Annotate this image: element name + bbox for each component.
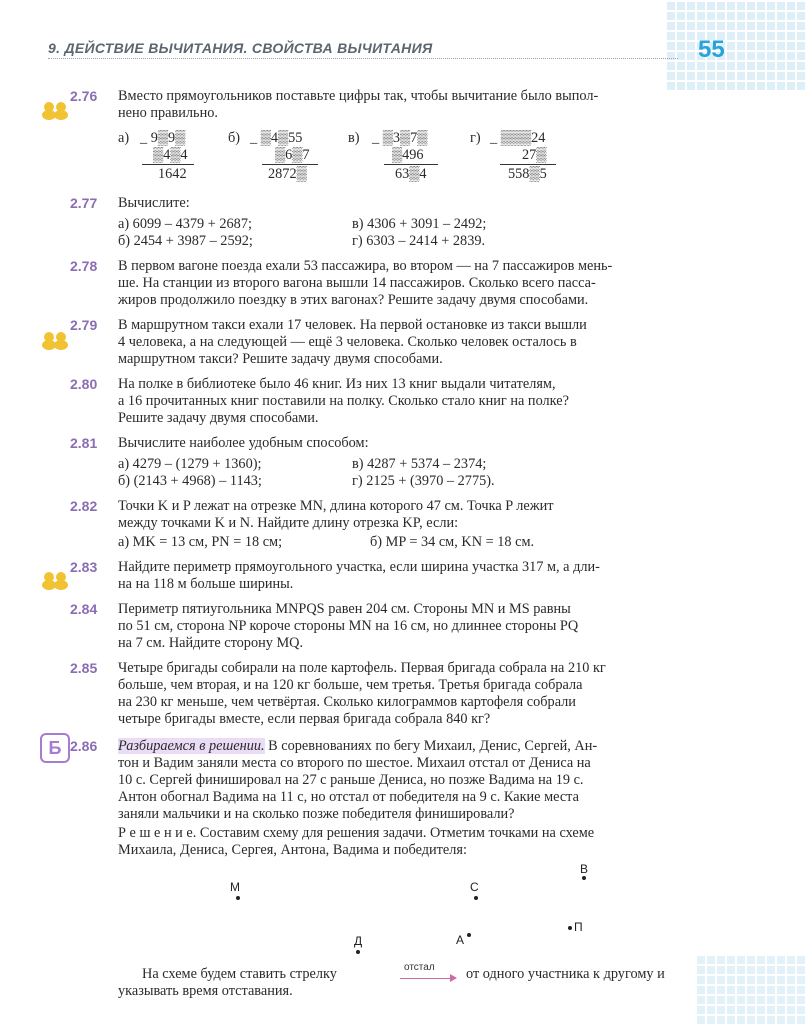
group-work-icon (42, 330, 72, 350)
exercise-number: 2.80 (70, 376, 98, 392)
text-span: В соревнованиях по бегу Михаил, Денис, Сергей, Ан- (264, 738, 598, 754)
text-line: Найдите периметр прямоугольного участка, если ширина участка 317 м, а дли- (118, 559, 600, 575)
text-line: между точками K и N. Найдите длину отрезка KP, если: (118, 515, 459, 531)
point-label-p: П (574, 920, 583, 934)
text-line: В маршрутном такси ехали 17 человек. На первой остановке из такси вышли (118, 317, 587, 333)
subtraction-top: _ ▒3▒7▒ (372, 130, 428, 146)
expression: а) 4279 – (1279 + 1360); (118, 456, 262, 472)
exercise-number: 2.77 (70, 195, 98, 211)
text-line: по 51 см, сторона NP короче стороны MN на 16 см, но длиннее стороны PQ (118, 618, 579, 634)
subtraction-top: _ 9▒9▒ (140, 130, 186, 146)
text-line: На схеме будем ставить стрелку (142, 966, 337, 982)
arrow-shaft (400, 978, 452, 979)
subtraction-result: 1642 (158, 166, 187, 182)
subtraction-subtrahend: ▒496 (392, 147, 424, 163)
advanced-level-badge: Б (40, 733, 70, 763)
arrow-legend (400, 962, 460, 986)
text-line: Вычислите: (118, 195, 190, 211)
text-line: нено правильно. (118, 105, 218, 121)
text-line: четыре бригады вместе, если первая бригада собрала 840 кг? (118, 711, 491, 727)
text-line: Р е ш е н и е. Составим схему для решения задачи. Отметим точками на схеме (118, 825, 595, 841)
subtraction-result: 2872▒ (268, 166, 307, 182)
subtraction-subtrahend: ▒6▒7 (275, 147, 310, 163)
text-line: Решите задачу двумя способами. (118, 410, 319, 426)
text-line: на 230 кг меньше, чем четвёртая. Сколько килограммов картофеля собрали (118, 694, 576, 710)
text-line: а 16 прочитанных книг поставили на полку. Сколько стало книг на полке? (118, 393, 569, 409)
point-label-s: С (470, 880, 479, 894)
arrow-label: отстал (404, 962, 435, 973)
subtraction-subtrahend: ▒4▒4 (153, 147, 188, 163)
expression: г) 6303 – 2414 + 2839. (352, 233, 486, 249)
group-work-icon (42, 570, 72, 590)
item-label: а) (118, 130, 130, 146)
text-line: Антон обогнал Вадима на 11 с, но отстал от победителя на 9 с. Какие места (118, 789, 579, 805)
subtraction-line (262, 164, 318, 165)
page-number: 55 (698, 36, 725, 63)
highlighted-phrase: Разбираемся в решении. (118, 738, 265, 754)
expression: в) 4287 + 5374 – 2374; (352, 456, 487, 472)
text-line: на на 118 м больше ширины. (118, 576, 294, 592)
subtraction-result: 558▒5 (508, 166, 547, 182)
point-v (582, 876, 586, 880)
text-line: 10 с. Сергей финишировал на 27 с раньше Дениса, но позже Вадима на 19 с. (118, 772, 584, 788)
text-line: больше, чем вторая, и на 120 кг больше, чем третья. Третья бригада собрала (118, 677, 583, 693)
exercise-number: 2.85 (70, 660, 98, 676)
section-title: 9. ДЕЙСТВИЕ ВЫЧИТАНИЯ. СВОЙСТВА ВЫЧИТАНИЯ (48, 40, 433, 56)
subtraction-result: 63▒4 (395, 166, 427, 182)
point-d (356, 950, 360, 954)
point-label-v: В (580, 862, 589, 876)
subtraction-line (142, 164, 194, 165)
text-line: 4 человека, а на следующей — ещё 3 человека. Сколько человек осталось в (118, 334, 577, 350)
text-line: Вычислите наиболее удобным способом: (118, 435, 369, 451)
text-line: В первом вагоне поезда ехали 53 пассажира, во втором — на 7 пассажиров мень- (118, 258, 613, 274)
point-label-a: А (456, 933, 465, 947)
exercise-number: 2.86 (70, 738, 98, 754)
grid-decoration-bottom (695, 954, 805, 1024)
subtraction-top: _ ▒4▒55 (250, 130, 303, 146)
point-p (568, 926, 572, 930)
text-line: Периметр пятиугольника MNPQS равен 204 см. Стороны MN и MS равны (118, 601, 571, 617)
exercise-number: 2.78 (70, 258, 98, 274)
text-line: тон и Вадим заняли места со второго по шестое. Михаил отстал от Дениса на (118, 755, 591, 771)
arrow-head-icon (450, 974, 457, 982)
condition: а) MK = 13 см, PN = 18 см; (118, 534, 283, 550)
text-line: Четыре бригады собирали на поле картофель. Первая бригада собрала на 210 кг (118, 660, 606, 676)
subtraction-line (500, 164, 556, 165)
text-line: Михаила, Дениса, Сергея, Антона, Вадима и победителя: (118, 842, 467, 858)
expression: в) 4306 + 3091 – 2492; (352, 216, 487, 232)
expression: б) (2143 + 4968) – 1143; (118, 473, 262, 489)
subtraction-line (384, 164, 438, 165)
point-label-d: Д (354, 934, 363, 948)
text-line: маршрутном такси? Решите задачу двумя способами. (118, 351, 443, 367)
text-line: Вместо прямоугольников поставьте цифры так, чтобы вычитание было выпол- (118, 88, 599, 104)
exercise-number: 2.76 (70, 88, 98, 104)
exercise-number: 2.81 (70, 435, 98, 451)
exercise-number: 2.84 (70, 601, 98, 617)
text-line: указывать время отставания. (118, 983, 293, 999)
text-line: от одного участника к другому и (466, 966, 665, 982)
item-label: в) (348, 130, 360, 146)
expression: г) 2125 + (3970 – 2775). (352, 473, 495, 489)
text-line: заняли мальчики и на сколько позже победителя финишировали? (118, 806, 515, 822)
text-line: жиров продолжило поездку в этих вагонах? Решите задачу двумя способами. (118, 292, 589, 308)
text-line: ше. На станции из второго вагона вышли 14 пассажиров. Сколько всего пасса- (118, 275, 596, 291)
point-m (236, 896, 240, 900)
item-label: г) (470, 130, 481, 146)
expression: а) 6099 – 4379 + 2687; (118, 216, 252, 232)
exercise-number: 2.83 (70, 559, 98, 575)
group-work-icon (42, 100, 72, 120)
point-a (467, 933, 471, 937)
text-line: на 7 см. Найдите сторону MQ. (118, 635, 304, 651)
expression: б) 2454 + 3987 – 2592; (118, 233, 253, 249)
subtraction-subtrahend: 27▒ (522, 147, 547, 163)
point-label-m: М (230, 880, 240, 894)
item-label: б) (228, 130, 241, 146)
subtraction-top: _ ▒▒▒24 (490, 130, 546, 146)
condition: б) MP = 34 см, KN = 18 см. (370, 534, 535, 550)
text-line: На полке в библиотеке было 46 книг. Из них 13 книг выдали читателям, (118, 376, 556, 392)
exercise-number: 2.79 (70, 317, 98, 333)
point-s (474, 896, 478, 900)
text-line (118, 738, 597, 755)
header-rule (48, 58, 678, 59)
exercise-number: 2.82 (70, 498, 98, 514)
text-line: Точки K и P лежат на отрезке MN, длина которого 47 см. Точка P лежит (118, 498, 554, 514)
grid-decoration (665, 0, 805, 90)
